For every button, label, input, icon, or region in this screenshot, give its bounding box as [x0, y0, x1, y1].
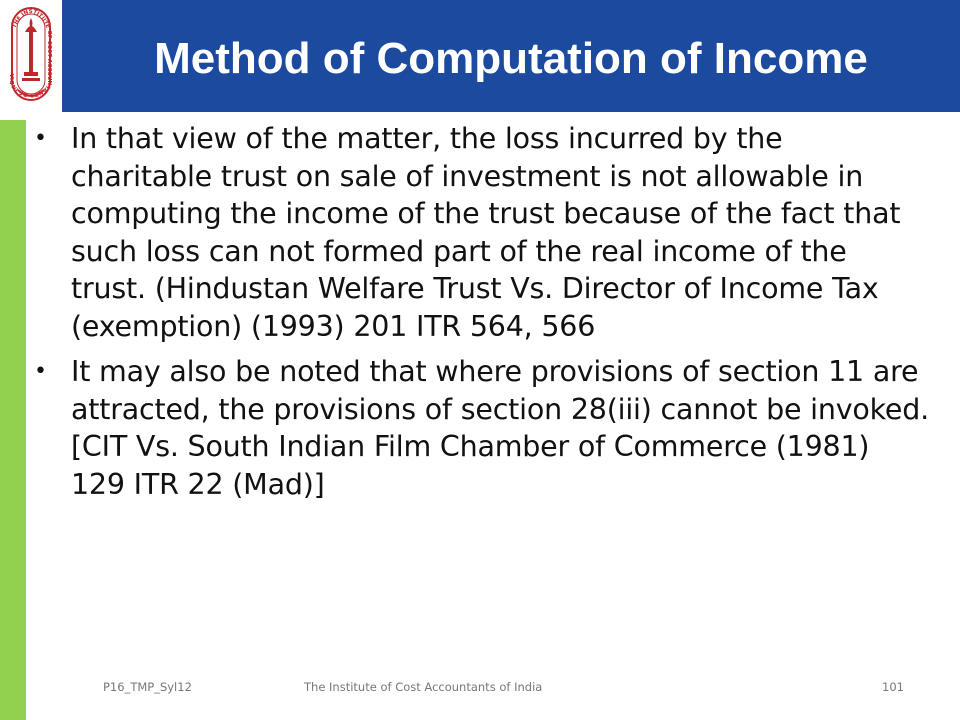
footer-page-number: 101 — [882, 680, 904, 694]
side-accent-strip — [0, 120, 26, 720]
slide-title: Method of Computation of Income — [154, 34, 868, 83]
footer-organization: The Institute of Cost Accountants of India — [304, 680, 543, 694]
bullet-marker: • — [34, 359, 47, 384]
institute-logo — [0, 0, 62, 112]
svg-text:THE INSTITUTE OF COST ACCOUNTA: THE INSTITUTE OF COST ACCOUNTANTS OF INDIA — [10, 9, 52, 98]
bullet-marker: • — [34, 126, 47, 151]
footer-code: P16_TMP_Syl12 — [103, 680, 192, 694]
bullet-text: It may also be noted that where provisions of section 11 are attracted, the provisions of section 28(iii) cannot be invoked. [CIT Vs. South Indian Film Chamber of Commerce (1981) 129 ITR 22 (Mad)] — [71, 355, 930, 501]
institute-seal-icon — [3, 2, 59, 110]
bullet-item-1 — [30, 120, 930, 345]
bullet-item-2 — [30, 353, 930, 503]
bullet-list — [30, 120, 930, 503]
bullet-text: In that view of the matter, the loss incurred by the charitable trust on sale of investment is not allowable in computing the income of the trust because of the fact that such loss can not formed part of the real income of the trust. (Hindustan Welfare Trust Vs. Director of Income Tax (exemption) (1993) 201 ITR 564, 566 — [71, 122, 901, 343]
